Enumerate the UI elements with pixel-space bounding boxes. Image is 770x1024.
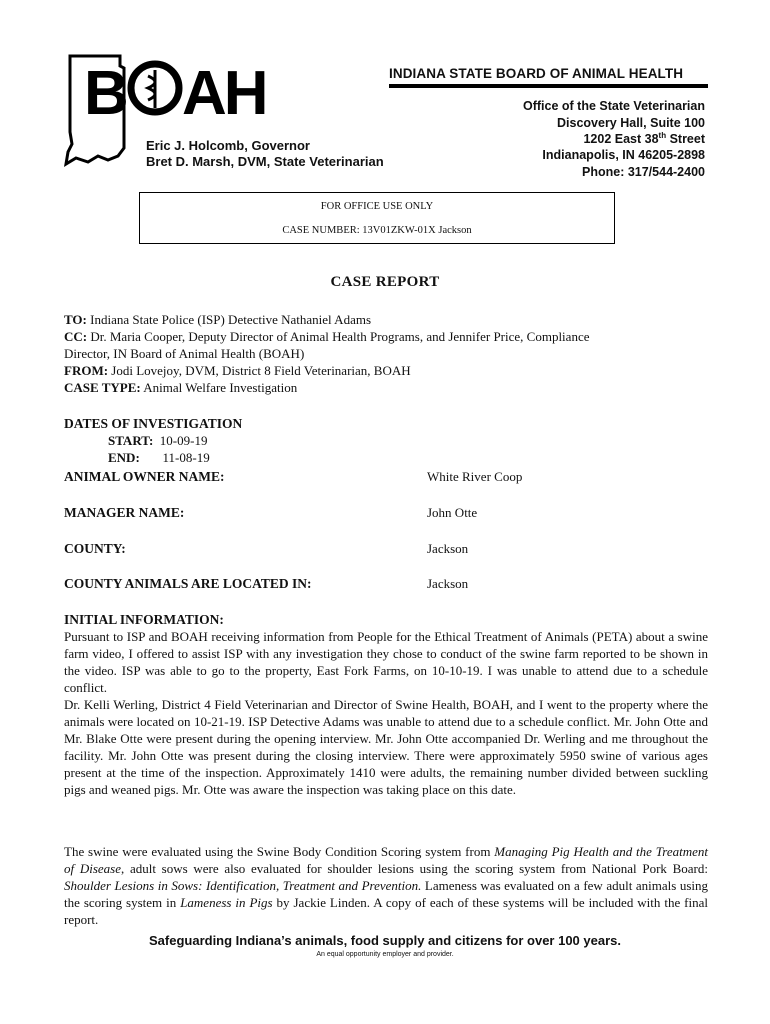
paragraph-2: Dr. Kelli Werling, District 4 Field Veterinarian and Director of Swine Health, BOAH, and I went to the property where the animals were located on 10-21-19. ISP Detective Adams was unable to attend due to a schedule conflict. Mr. John Otte and Mr. Blake Otte were present during the opening interview. Mr. John Otte accompanied Dr. Werling and me throughout the facility. Mr. John Otte was present during the closing interview. There were approximately 5950 swine of various ages present at the time of the inspection. Approximately 1410 were adults, the remaining number divided between suckling pigs and weaned pigs. Mr. Otte was aware the inspection was taking place on this date. [64,697,708,797]
office-city: Indianapolis, IN 46205-2898 [542,148,705,162]
from-line: FROM: Jodi Lovejoy, DVM, District 8 Field Veterinarian, BOAH [64,363,411,378]
office-use-box [139,192,615,244]
manager-name-label: MANAGER NAME: [64,505,185,520]
case-number: CASE NUMBER: 13V01ZKW-01X Jackson [282,225,472,236]
office-street: 1202 East 38th Street [583,130,705,146]
governor-name: Eric J. Holcomb, Governor [146,138,310,153]
cc-line-2: Director, IN Board of Animal Health (BOAH) [64,346,305,361]
state-vet-name: Bret D. Marsh, DVM, State Veterinarian [146,154,384,169]
office-building: Discovery Hall, Suite 100 [557,116,705,130]
county-label: COUNTY: [64,541,126,556]
initial-info-heading: INITIAL INFORMATION: [64,612,224,627]
owner-name-label: ANIMAL OWNER NAME: [64,469,225,484]
header-rule [389,84,708,88]
caduceus-icon [148,70,155,108]
footer-eeo: An equal opportunity employer and provider. [316,951,454,958]
svg-text:B: B [84,59,126,128]
animals-county-label: COUNTY ANIMALS ARE LOCATED IN: [64,576,312,591]
end-date: END: 11-08-19 [108,450,210,465]
manager-name-value: John Otte [427,505,478,520]
paragraph-1: Pursuant to ISP and BOAH receiving information from People for the Ethical Treatment of Animals (PETA) about a swine farm video, I offered to assist ISP with any investigation they chose to conduct of the swine farm reported to be shown in the video. ISP was able to go to the property, East Fork Farms, on 10-10-19. I was unable to attend due to a schedule conflict. [64,629,708,695]
animals-county-value: Jackson [427,576,469,591]
cc-line: CC: Dr. Maria Cooper, Deputy Director of Animal Health Programs, and Jennifer Price, Compliance [64,329,590,344]
start-date: START: 10-09-19 [108,433,208,448]
report-title: CASE REPORT [330,274,440,290]
county-value: Jackson [427,541,469,556]
evaluation-paragraph: The swine were evaluated using the Swine Body Condition Scoring system from Managing Pig Health and the Treatment of Disease, adult sows were also evaluated for shoulder lesions using the scoring system from National Pork Board: Shoulder Lesions in Sows: Identification, Treatment and Prevention. Lameness was evaluated on a few adult animals using the scoring system in Lameness in Pigs by Jackie Linden. A copy of each of these systems will be included with the final report. [64,844,708,927]
owner-name-value: White River Coop [427,469,523,484]
office-name: Office of the State Veterinarian [523,99,705,113]
svg-text:AH: AH [182,59,266,128]
case-type-line: CASE TYPE: Animal Welfare Investigation [64,380,298,395]
initial-info-body [64,628,708,798]
office-use-label: FOR OFFICE USE ONLY [320,201,434,212]
footer-motto: Safeguarding Indiana’s animals, food supply and citizens for over 100 years. [149,933,621,948]
office-phone: Phone: 317/544-2400 [582,165,705,179]
dates-heading: DATES OF INVESTIGATION [64,416,243,431]
to-line: TO: Indiana State Police (ISP) Detective Nathaniel Adams [64,312,372,327]
agency-name: INDIANA STATE BOARD OF ANIMAL HEALTH [389,66,684,81]
